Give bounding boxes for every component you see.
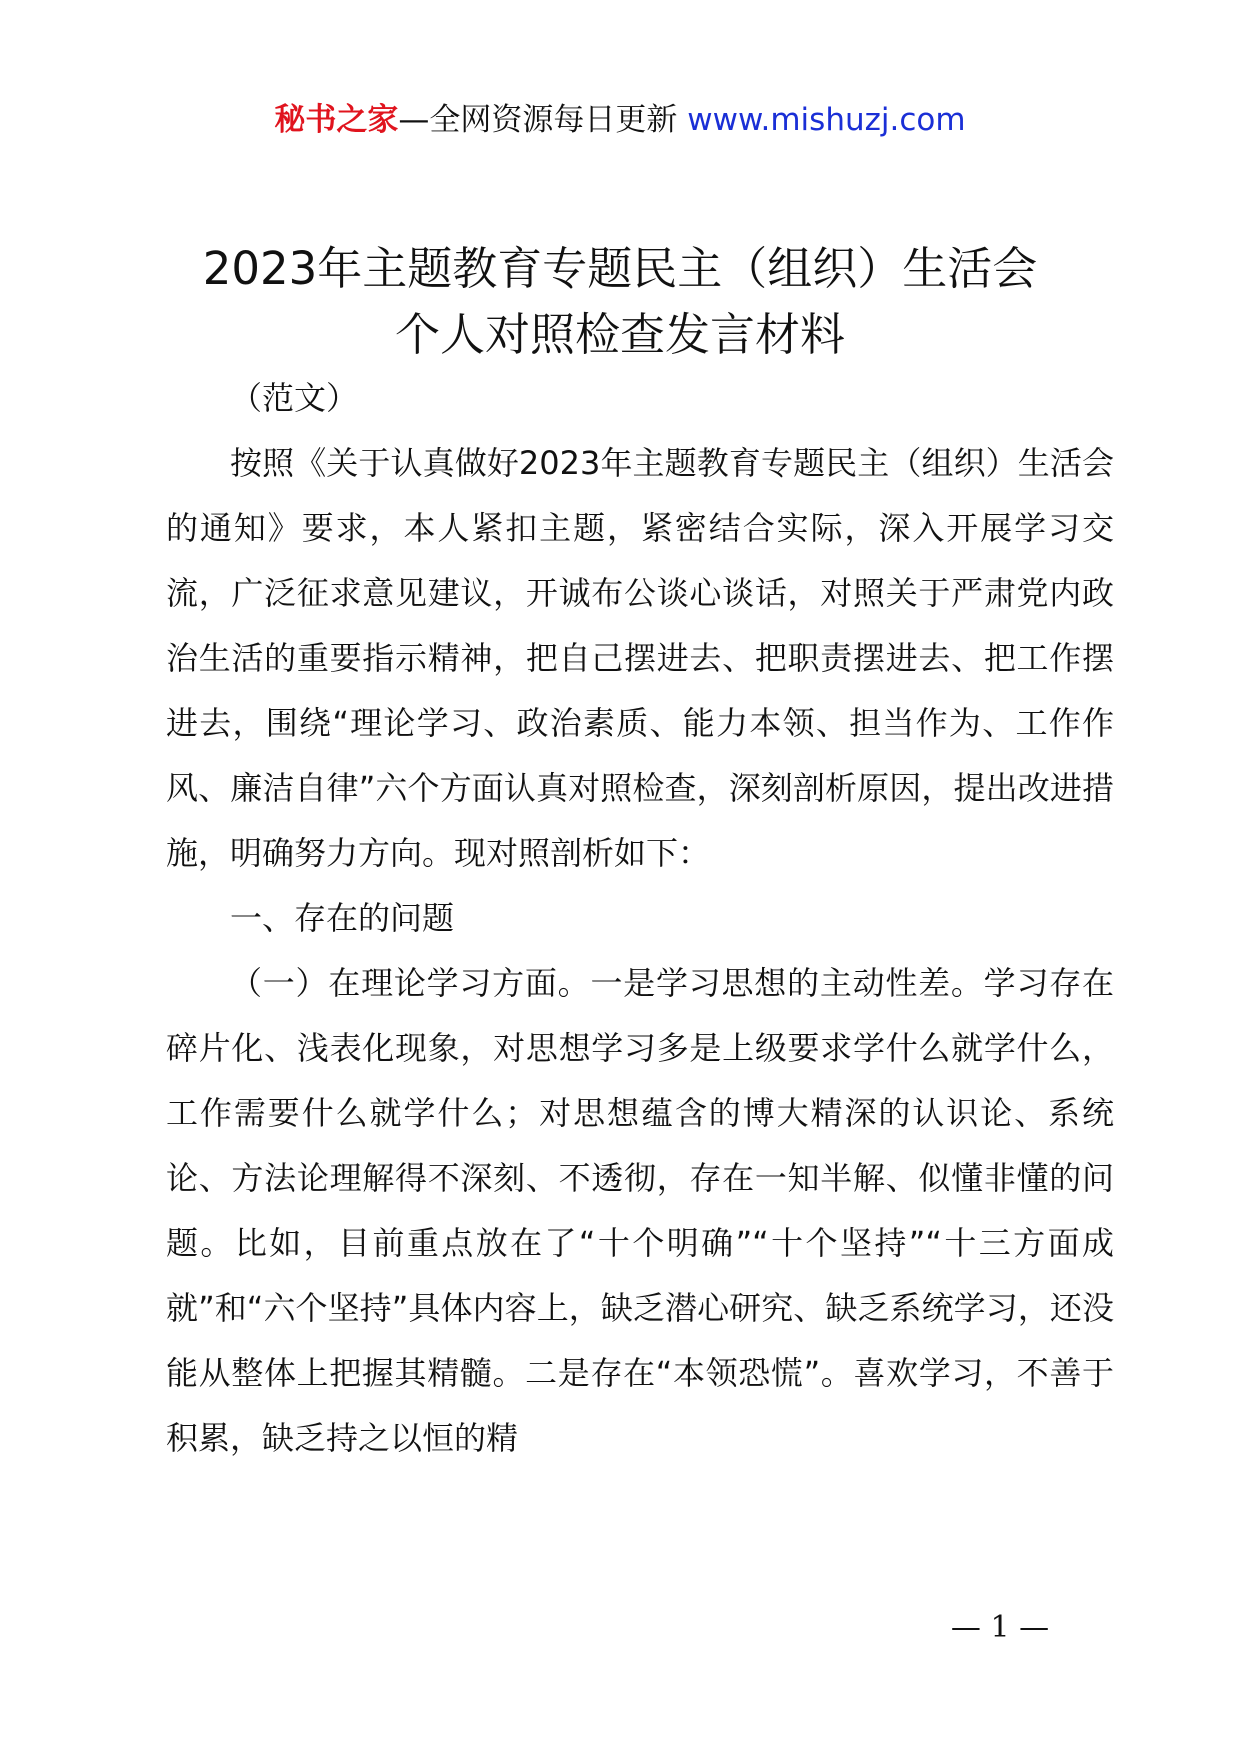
site-url-link[interactable]: www.mishuzj.com	[687, 102, 966, 138]
section-paragraph: （一）在理论学习方面。一是学习思想的主动性差。学习存在碎片化、浅表化现象，对思想学习多是上级要求学什么就学什么，工作需要什么就学什么；对思想蕴含的博大精深的认识论、系统论、方法论理解得不深刻、不透彻，存在一知半解、似懂非懂的问题。比如，目前重点放在了“十个明确”“十个坚持”“十三方面成就”和“六个坚持”具体内容上，缺乏潜心研究、缺乏系统学习，还没能从整体上把握其精髓。二是存在“本领恐慌”。喜欢学习，不善于积累，缺乏持之以恒的精	[166, 964, 1114, 1457]
page-number: — 1 —	[950, 1610, 1050, 1645]
header-slogan: —全网资源每日更新	[398, 102, 678, 138]
document-body	[166, 366, 1114, 1471]
intro-paragraph: 按照《关于认真做好2023年主题教育专题民主（组织）生活会的通知》要求，本人紧扣主题，紧密结合实际，深入开展学习交流，广泛征求意见建议，开诚布公谈心谈话，对照关于严肃党内政治生活的重要指示精神，把自己摆进去、把职责摆进去、把工作摆进去，围绕“理论学习、政治素质、能力本领、担当作为、工作作风、廉洁自律”六个方面认真对照检查，深刻剖析原因，提出改进措施，明确努力方向。现对照剖析如下：	[166, 444, 1114, 872]
site-header	[0, 100, 1240, 140]
title-line-1: 2023年主题教育专题民主（组织）生活会	[202, 242, 1038, 295]
document-title	[0, 236, 1240, 368]
brand-name: 秘书之家	[274, 102, 399, 138]
section-heading: 一、存在的问题	[230, 899, 455, 937]
document-subtitle: （范文）	[230, 379, 359, 417]
title-line-2: 个人对照检查发言材料	[394, 308, 845, 361]
